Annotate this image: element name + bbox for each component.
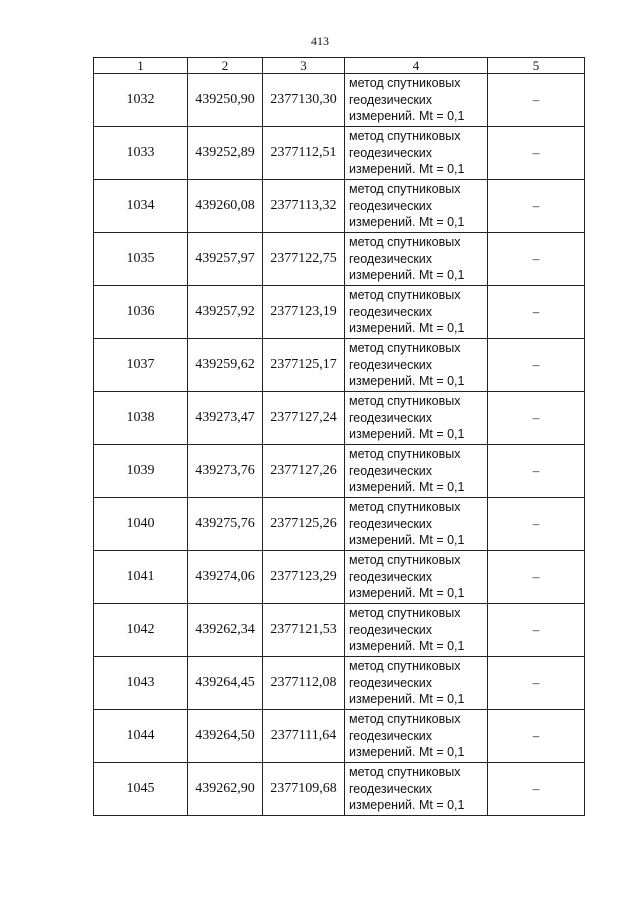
note-cell: –	[488, 286, 585, 339]
note-cell: –	[488, 551, 585, 604]
table-row	[94, 604, 585, 657]
method-line: геодезических	[349, 781, 433, 796]
table-body	[94, 74, 585, 816]
table-row	[94, 445, 585, 498]
column-header-1: 1	[94, 58, 188, 74]
method-cell	[345, 657, 488, 710]
method-line: геодезических	[349, 675, 433, 690]
method-line: метод спутниковых	[349, 288, 461, 303]
x-coordinate-cell: 439273,47	[188, 392, 263, 445]
x-coordinate-cell: 439260,08	[188, 180, 263, 233]
table-row	[94, 180, 585, 233]
method-line: метод спутниковых	[349, 447, 461, 462]
table-row	[94, 339, 585, 392]
method-cell	[345, 551, 488, 604]
y-coordinate-cell: 2377112,51	[263, 127, 345, 180]
method-line: измерений. Mt = 0,1	[349, 268, 465, 283]
method-line: геодезических	[349, 410, 433, 425]
y-coordinate-cell: 2377122,75	[263, 233, 345, 286]
y-coordinate-cell: 2377125,26	[263, 498, 345, 551]
x-coordinate-cell: 439274,06	[188, 551, 263, 604]
point-number-cell: 1036	[94, 286, 188, 339]
method-line: измерений. Mt = 0,1	[349, 427, 465, 442]
note-cell: –	[488, 445, 585, 498]
note-cell: –	[488, 180, 585, 233]
table-row	[94, 657, 585, 710]
coordinates-table	[93, 57, 585, 816]
note-cell: –	[488, 710, 585, 763]
method-line: геодезических	[349, 251, 433, 266]
method-line: измерений. Mt = 0,1	[349, 162, 465, 177]
note-cell: –	[488, 498, 585, 551]
method-line: геодезических	[349, 145, 433, 160]
method-cell	[345, 286, 488, 339]
method-line: метод спутниковых	[349, 235, 461, 250]
method-line: метод спутниковых	[349, 765, 461, 780]
point-number-cell: 1033	[94, 127, 188, 180]
point-number-cell: 1032	[94, 74, 188, 127]
note-cell: –	[488, 127, 585, 180]
x-coordinate-cell: 439275,76	[188, 498, 263, 551]
note-cell: –	[488, 392, 585, 445]
point-number-cell: 1035	[94, 233, 188, 286]
method-line: геодезических	[349, 463, 433, 478]
method-line: метод спутниковых	[349, 182, 461, 197]
y-coordinate-cell: 2377123,19	[263, 286, 345, 339]
method-cell	[345, 180, 488, 233]
table-row	[94, 74, 585, 127]
point-number-cell: 1041	[94, 551, 188, 604]
x-coordinate-cell: 439273,76	[188, 445, 263, 498]
method-line: измерений. Mt = 0,1	[349, 745, 465, 760]
y-coordinate-cell: 2377127,24	[263, 392, 345, 445]
point-number-cell: 1038	[94, 392, 188, 445]
method-line: геодезических	[349, 357, 433, 372]
point-number-cell: 1042	[94, 604, 188, 657]
method-line: геодезических	[349, 728, 433, 743]
point-number-cell: 1044	[94, 710, 188, 763]
x-coordinate-cell: 439264,50	[188, 710, 263, 763]
point-number-cell: 1039	[94, 445, 188, 498]
method-cell	[345, 445, 488, 498]
table-row	[94, 710, 585, 763]
method-line: измерений. Mt = 0,1	[349, 692, 465, 707]
y-coordinate-cell: 2377111,64	[263, 710, 345, 763]
method-cell	[345, 710, 488, 763]
table-row	[94, 763, 585, 816]
method-line: измерений. Mt = 0,1	[349, 533, 465, 548]
x-coordinate-cell: 439257,97	[188, 233, 263, 286]
x-coordinate-cell: 439250,90	[188, 74, 263, 127]
page-number: 413	[311, 34, 329, 48]
table-row	[94, 286, 585, 339]
note-cell: –	[488, 604, 585, 657]
x-coordinate-cell: 439257,92	[188, 286, 263, 339]
table-row	[94, 392, 585, 445]
y-coordinate-cell: 2377112,08	[263, 657, 345, 710]
method-line: измерений. Mt = 0,1	[349, 374, 465, 389]
method-line: метод спутниковых	[349, 341, 461, 356]
point-number-cell: 1034	[94, 180, 188, 233]
table-row	[94, 127, 585, 180]
y-coordinate-cell: 2377125,17	[263, 339, 345, 392]
column-header-4: 4	[345, 58, 488, 74]
method-line: геодезических	[349, 304, 433, 319]
table-row	[94, 498, 585, 551]
note-cell: –	[488, 74, 585, 127]
method-cell	[345, 604, 488, 657]
note-cell: –	[488, 763, 585, 816]
method-line: измерений. Mt = 0,1	[349, 480, 465, 495]
method-line: метод спутниковых	[349, 129, 461, 144]
method-cell	[345, 233, 488, 286]
method-line: измерений. Mt = 0,1	[349, 109, 465, 124]
column-header-5: 5	[488, 58, 585, 74]
method-line: измерений. Mt = 0,1	[349, 798, 465, 813]
table-row	[94, 233, 585, 286]
method-cell	[345, 763, 488, 816]
method-line: геодезических	[349, 198, 433, 213]
x-coordinate-cell: 439262,90	[188, 763, 263, 816]
method-cell	[345, 74, 488, 127]
method-line: метод спутниковых	[349, 606, 461, 621]
method-line: метод спутниковых	[349, 659, 461, 674]
method-line: измерений. Mt = 0,1	[349, 215, 465, 230]
x-coordinate-cell: 439264,45	[188, 657, 263, 710]
point-number-cell: 1045	[94, 763, 188, 816]
method-line: измерений. Mt = 0,1	[349, 586, 465, 601]
point-number-cell: 1040	[94, 498, 188, 551]
column-header-3: 3	[263, 58, 345, 74]
method-line: измерений. Mt = 0,1	[349, 639, 465, 654]
point-number-cell: 1043	[94, 657, 188, 710]
method-line: геодезических	[349, 516, 433, 531]
method-cell	[345, 127, 488, 180]
method-line: геодезических	[349, 622, 433, 637]
x-coordinate-cell: 439252,89	[188, 127, 263, 180]
method-line: геодезических	[349, 92, 433, 107]
x-coordinate-cell: 439262,34	[188, 604, 263, 657]
method-cell	[345, 498, 488, 551]
note-cell: –	[488, 233, 585, 286]
table-row	[94, 551, 585, 604]
method-line: метод спутниковых	[349, 553, 461, 568]
y-coordinate-cell: 2377109,68	[263, 763, 345, 816]
header-row	[94, 58, 585, 74]
y-coordinate-cell: 2377123,29	[263, 551, 345, 604]
y-coordinate-cell: 2377130,30	[263, 74, 345, 127]
x-coordinate-cell: 439259,62	[188, 339, 263, 392]
method-line: метод спутниковых	[349, 500, 461, 515]
column-header-2: 2	[188, 58, 263, 74]
y-coordinate-cell: 2377121,53	[263, 604, 345, 657]
y-coordinate-cell: 2377127,26	[263, 445, 345, 498]
method-cell	[345, 339, 488, 392]
note-cell: –	[488, 657, 585, 710]
method-line: метод спутниковых	[349, 394, 461, 409]
method-line: метод спутниковых	[349, 712, 461, 727]
method-line: геодезических	[349, 569, 433, 584]
y-coordinate-cell: 2377113,32	[263, 180, 345, 233]
method-line: измерений. Mt = 0,1	[349, 321, 465, 336]
point-number-cell: 1037	[94, 339, 188, 392]
method-cell	[345, 392, 488, 445]
note-cell: –	[488, 339, 585, 392]
method-line: метод спутниковых	[349, 76, 461, 91]
